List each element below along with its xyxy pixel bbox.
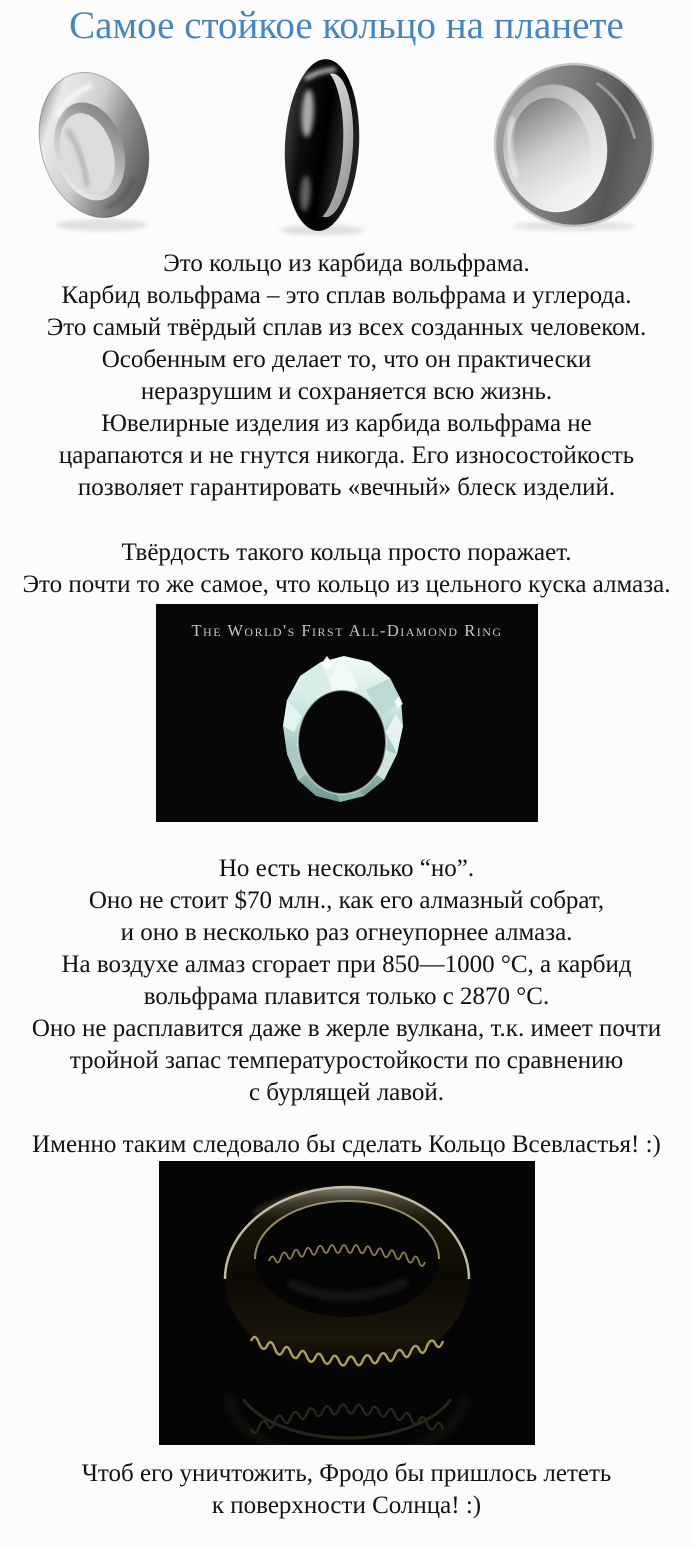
paragraph-intro [0,248,693,504]
text-line: На воздухе алмаз сгорает при 850—1000 °C, а карбид [61,951,632,978]
text-line: и оно в несколько раз огнеупорнее алмаза. [120,919,573,946]
paragraph-but [0,853,693,1109]
paragraph-hardness [0,537,693,601]
paragraph-frodo [0,1458,693,1522]
text-line: Это кольцо из карбида вольфрама. [163,250,530,277]
text-line: с бурлящей лавой. [248,1079,445,1106]
polished-tungsten-ring-image [26,55,162,235]
article-page [0,2,693,1548]
text-line: царапаются и не гнутся никогда. Его износостойкость [58,442,635,469]
ring-shadow [56,219,148,231]
tungsten-rings-photo-row [0,52,693,238]
text-line: Именно таким следовало бы сделать Кольцо Всевластья! :) [32,1131,661,1158]
photo-background [159,1161,535,1445]
text-line: к поверхности Солнца! :) [211,1492,482,1519]
text-line: Это почти то же самое, что кольцо из цельного куска алмаза. [22,571,671,598]
text-line: вольфрама плавится только с 2870 °C. [143,983,550,1010]
diamond-ring-photo [156,604,538,827]
diamond-photo-caption: The World's First All-Diamond Ring [190,621,503,640]
text-line: Это самый твёрдый сплав из всех созданных человеком. [46,314,647,341]
text-line: тройной запас температуростойкости по сравнению [69,1047,624,1074]
one-ring-photo [159,1161,535,1450]
text-line: Карбид вольфрама – это сплав вольфрама и углерода. [61,282,632,309]
diamond-ring-image [156,604,538,822]
black-tungsten-ring-image [266,52,378,238]
text-line: Оно не расплавится даже в жерле вулкана, т.к. имеет почти [31,1015,662,1042]
text-line: Особенным его делает то, что он практически [101,346,592,373]
page-title: Самое стойкое кольцо на планете [69,4,624,47]
text-line: Но есть несколько “но”. [218,855,475,882]
paragraph-one-ring-intro [0,1129,693,1161]
text-line: позволяет гарантировать «вечный» блеск изделий. [77,474,616,501]
text-line: Оно не стоит $70 млн., как его алмазный собрат, [88,887,605,914]
text-line: Чтоб его уничтожить, Фродо бы пришлось лететь [81,1460,612,1487]
text-line: Ювелирные изделия из карбида вольфрама не [101,410,592,437]
brushed-tungsten-ring-image [481,57,667,233]
text-line: неразрушим и сохраняется всю жизнь. [140,378,553,405]
text-line: Твёрдость такого кольца просто поражает. [121,539,572,566]
one-ring-image [159,1161,535,1445]
